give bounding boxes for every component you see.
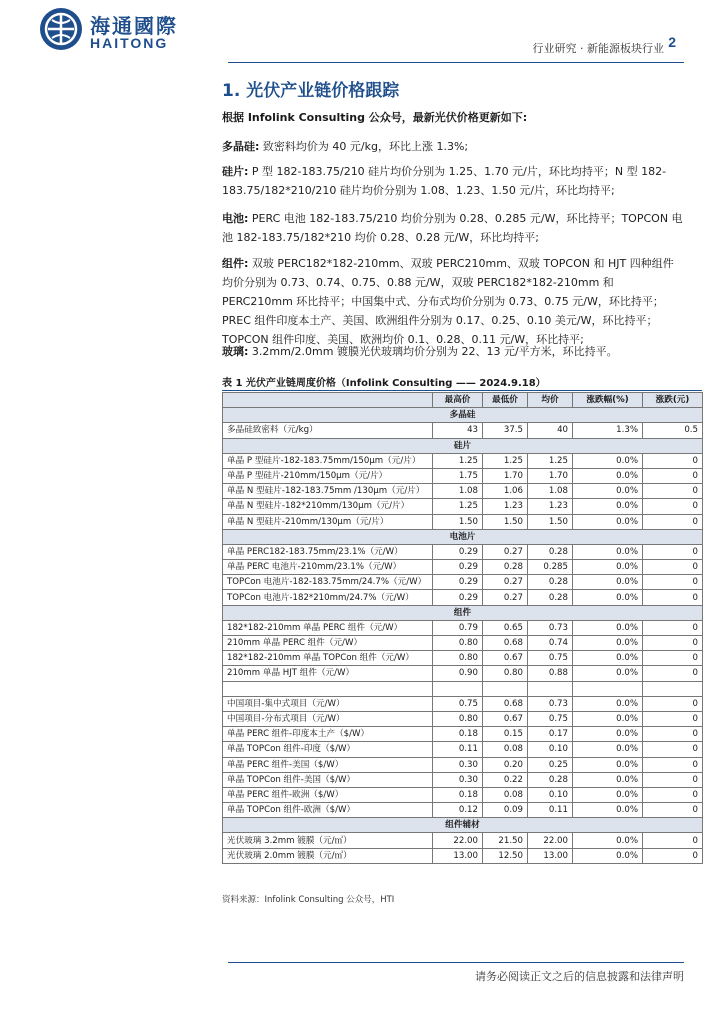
row-name-cell: 光伏玻璃 2.0mm 镀膜（元/㎡） [223,848,433,863]
row-change-cell: 0 [643,803,703,818]
table-row [223,499,703,514]
row-name-cell: 单晶 PERC 组件-欧洲（$/W） [223,787,433,802]
row-change-cell: 0 [643,560,703,575]
row-name-cell: 单晶 N 型硅片-210mm/130μm（元/片） [223,514,433,529]
table-row [223,727,703,742]
table-row [223,484,703,499]
row-low-cell: 1.25 [483,453,528,468]
row-name-cell: 单晶 PERC 电池片-210mm/23.1%（元/W） [223,560,433,575]
row-high-cell: 0.80 [433,711,483,726]
row-change-pct-cell: 0.0% [573,666,643,681]
row-avg-cell: 1.23 [528,499,573,514]
row-avg-cell: 0.28 [528,575,573,590]
row-name-cell: 182*182-210mm 单晶 TOPCon 组件（元/W） [223,651,433,666]
row-high-cell: 1.08 [433,484,483,499]
module-paragraph [222,254,684,349]
row-low-cell: 0.27 [483,544,528,559]
blank-cell [483,681,528,696]
row-avg-cell: 0.75 [528,651,573,666]
row-high-cell: 0.11 [433,742,483,757]
row-change-cell: 0 [643,575,703,590]
wafer-paragraph [222,162,684,200]
page-number: 2 [668,34,676,50]
row-change-cell: 0 [643,833,703,848]
row-low-cell: 1.70 [483,468,528,483]
row-change-cell: 0 [643,636,703,651]
table-body [223,408,703,864]
blank-cell [433,681,483,696]
row-change-pct-cell: 0.0% [573,696,643,711]
row-avg-cell: 0.74 [528,636,573,651]
row-change-pct-cell: 0.0% [573,499,643,514]
row-change-pct-cell: 0.0% [573,544,643,559]
row-low-cell: 0.67 [483,651,528,666]
row-change-pct-cell: 0.0% [573,848,643,863]
row-high-cell: 0.30 [433,757,483,772]
table-row [223,620,703,635]
row-low-cell: 0.27 [483,575,528,590]
row-avg-cell: 0.11 [528,803,573,818]
header-cell-low: 最低价 [483,393,528,408]
header-cell-name [223,393,433,408]
row-change-cell: 0 [643,499,703,514]
blank-cell [573,681,643,696]
table-row [223,696,703,711]
cell-paragraph [222,209,684,247]
row-low-cell: 0.68 [483,636,528,651]
row-avg-cell: 0.285 [528,560,573,575]
row-high-cell: 0.29 [433,560,483,575]
price-table [222,392,703,864]
table-row [223,742,703,757]
row-change-cell: 0 [643,711,703,726]
row-low-cell: 1.23 [483,499,528,514]
section-title: 1. 光伏产业链价格跟踪 [222,81,400,101]
row-change-cell: 0 [643,620,703,635]
table-caption: 表 1 光伏产业链周度价格（Infolink Consulting —— 2024.9.18） [222,378,546,389]
table-row [223,651,703,666]
row-change-cell: 0 [643,727,703,742]
row-change-cell: 0 [643,772,703,787]
table-row [223,787,703,802]
logo-english-name: HAITONG [90,35,169,51]
row-change-pct-cell: 0.0% [573,727,643,742]
header-cell-high: 最高价 [433,393,483,408]
row-change-cell: 0 [643,468,703,483]
row-change-pct-cell: 0.0% [573,484,643,499]
row-name-cell: 单晶 TOPCon 组件-美国（$/W） [223,772,433,787]
row-avg-cell: 0.10 [528,787,573,802]
row-high-cell: 0.75 [433,696,483,711]
blank-row [223,681,703,696]
row-low-cell: 0.20 [483,757,528,772]
footer-disclaimer: 请务必阅读正文之后的信息披露和法律声明 [475,970,684,983]
caption-divider [222,390,702,391]
row-high-cell: 1.50 [433,514,483,529]
group-row-wafer [223,438,703,453]
row-name-cell: 多晶硅致密料（元/kg） [223,423,433,438]
header-cell-change: 涨跌(元) [643,393,703,408]
row-avg-cell: 0.73 [528,620,573,635]
row-change-cell: 0 [643,757,703,772]
row-name-cell: 单晶 TOPCon 组件-欧洲（$/W） [223,803,433,818]
table-row [223,453,703,468]
row-name-cell: TOPCon 电池片-182-183.75mm/24.7%（元/W） [223,575,433,590]
row-change-pct-cell: 0.0% [573,590,643,605]
glass-paragraph [222,342,684,361]
table-row [223,423,703,438]
row-change-cell: 0 [643,544,703,559]
row-avg-cell: 0.28 [528,772,573,787]
row-change-pct-cell: 0.0% [573,560,643,575]
row-avg-cell: 0.75 [528,711,573,726]
row-low-cell: 0.67 [483,711,528,726]
row-avg-cell: 0.28 [528,544,573,559]
row-low-cell: 0.08 [483,787,528,802]
blank-cell [643,681,703,696]
row-name-cell: 中国项目-集中式项目（元/W） [223,696,433,711]
table-header-row [223,393,703,408]
header-cell-change-pct: 涨跌幅(%) [573,393,643,408]
table-row [223,544,703,559]
row-avg-cell: 13.00 [528,848,573,863]
row-low-cell: 0.65 [483,620,528,635]
row-change-pct-cell: 0.0% [573,833,643,848]
row-change-pct-cell: 1.3% [573,423,643,438]
row-change-cell: 0 [643,651,703,666]
row-low-cell: 0.80 [483,666,528,681]
table-row [223,772,703,787]
row-low-cell: 1.50 [483,514,528,529]
row-change-pct-cell: 0.0% [573,636,643,651]
wafer-label: 硅片: [222,165,249,178]
row-high-cell: 1.25 [433,453,483,468]
row-name-cell: 单晶 TOPCon 组件-印度（$/W） [223,742,433,757]
haitong-logo [40,8,210,52]
report-category: 行业研究 · 新能源板块行业 [532,42,664,55]
row-name-cell: 182*182-210mm 单晶 PERC 组件（元/W） [223,620,433,635]
row-high-cell: 0.79 [433,620,483,635]
cell-label: 电池: [222,212,249,225]
row-change-cell: 0 [643,484,703,499]
row-low-cell: 21.50 [483,833,528,848]
polysilicon-label: 多晶硅: [222,140,260,153]
row-low-cell: 12.50 [483,848,528,863]
polysilicon-text: 致密料均价为 40 元/kg，环比上涨 1.3%; [259,140,469,153]
row-change-pct-cell: 0.0% [573,468,643,483]
row-high-cell: 0.29 [433,590,483,605]
row-change-pct-cell: 0.0% [573,711,643,726]
row-name-cell: 单晶 P 型硅片-210mm/150μm（元/片） [223,468,433,483]
blank-cell [223,681,433,696]
table-row [223,575,703,590]
row-name-cell: 单晶 PERC182-183.75mm/23.1%（元/W） [223,544,433,559]
row-high-cell: 22.00 [433,833,483,848]
row-high-cell: 0.29 [433,575,483,590]
row-change-cell: 0 [643,742,703,757]
row-change-pct-cell: 0.0% [573,742,643,757]
row-low-cell: 0.28 [483,560,528,575]
header-divider [228,62,684,63]
table-row [223,666,703,681]
row-change-pct-cell: 0.0% [573,453,643,468]
row-change-cell: 0.5 [643,423,703,438]
table-row [223,711,703,726]
glass-label: 玻璃: [222,345,249,358]
intro-paragraph [222,108,684,127]
source-note: 资料来源：Infolink Consulting 公众号，HTI [222,895,395,905]
row-name-cell: 单晶 PERC 组件-印度本土产（$/W） [223,727,433,742]
row-avg-cell: 0.25 [528,757,573,772]
module-text: 双玻 PERC182*182-210mm、双玻 PERC210mm、双玻 TOPCON 和 HJT 四种组件均价分别为 0.73、0.74、0.75、0.88 元/W，双玻 PERC182*182-210mm 和 PERC210mm 环比持平；中国集中式、分布式均价分别为 0.73、0.75 元/W，环比持平；PREC 组件印度本土产、美国、欧洲组件分别为 0.17、0.25、0.10 美元/W，环比持平；TOPCON 组件印度、美国、欧洲均价 0.1、0.28、0.11 元/W，环比持平; [222,257,674,346]
row-change-pct-cell: 0.0% [573,514,643,529]
row-avg-cell: 1.70 [528,468,573,483]
row-high-cell: 0.18 [433,727,483,742]
row-high-cell: 0.80 [433,651,483,666]
group-label: 组件辅材 [223,818,703,833]
row-change-cell: 0 [643,453,703,468]
logo-chinese-name: 海通國際 [90,14,178,38]
row-avg-cell: 0.73 [528,696,573,711]
row-avg-cell: 40 [528,423,573,438]
table-row [223,636,703,651]
row-name-cell: 中国项目-分布式项目（元/W） [223,711,433,726]
row-change-pct-cell: 0.0% [573,651,643,666]
row-avg-cell: 1.50 [528,514,573,529]
polysilicon-paragraph [222,137,684,156]
row-avg-cell: 0.28 [528,590,573,605]
row-high-cell: 0.12 [433,803,483,818]
blank-cell [528,681,573,696]
group-label: 电池片 [223,529,703,544]
row-avg-cell: 0.88 [528,666,573,681]
row-avg-cell: 1.08 [528,484,573,499]
table-row [223,590,703,605]
table-row [223,833,703,848]
row-high-cell: 0.30 [433,772,483,787]
group-label: 硅片 [223,438,703,453]
table-row [223,514,703,529]
row-avg-cell: 22.00 [528,833,573,848]
group-row-module [223,605,703,620]
row-change-cell: 0 [643,787,703,802]
row-name-cell: 单晶 PERC 组件-美国（$/W） [223,757,433,772]
wafer-text: P 型 182-183.75/210 硅片均价分别为 1.25、1.70 元/片，环比均持平；N 型 182-183.75/182*210/210 硅片均价分别为 1.08、1.23、1.50 元/片，环比均持平; [222,165,667,197]
glass-text: 3.2mm/2.0mm 镀膜光伏玻璃均价分别为 22、13 元/平方米，环比持平。 [248,345,618,358]
row-low-cell: 0.08 [483,742,528,757]
group-row-poly [223,408,703,423]
row-high-cell: 43 [433,423,483,438]
row-name-cell: 单晶 N 型硅片-182*210mm/130μm（元/片） [223,499,433,514]
row-change-cell: 0 [643,590,703,605]
row-avg-cell: 0.10 [528,742,573,757]
row-name-cell: 单晶 P 型硅片-182-183.75mm/150μm（元/片） [223,453,433,468]
row-high-cell: 0.80 [433,636,483,651]
row-name-cell: 光伏玻璃 3.2mm 镀膜（元/㎡） [223,833,433,848]
logo-emblem-icon [40,8,82,50]
row-low-cell: 1.06 [483,484,528,499]
row-low-cell: 0.68 [483,696,528,711]
row-change-pct-cell: 0.0% [573,620,643,635]
header-cell-avg: 均价 [528,393,573,408]
row-high-cell: 1.25 [433,499,483,514]
row-change-pct-cell: 0.0% [573,575,643,590]
row-avg-cell: 1.25 [528,453,573,468]
row-change-pct-cell: 0.0% [573,803,643,818]
row-change-pct-cell: 0.0% [573,772,643,787]
row-change-cell: 0 [643,514,703,529]
page-header [0,0,724,64]
table-row [223,803,703,818]
row-name-cell: 210mm 单晶 PERC 组件（元/W） [223,636,433,651]
row-high-cell: 0.90 [433,666,483,681]
row-low-cell: 0.15 [483,727,528,742]
row-change-pct-cell: 0.0% [573,787,643,802]
row-change-cell: 0 [643,696,703,711]
row-low-cell: 0.09 [483,803,528,818]
table-row [223,848,703,863]
row-high-cell: 13.00 [433,848,483,863]
cell-text: PERC 电池 182-183.75/210 均价分别为 0.28、0.285 元/W，环比持平；TOPCON 电池 182-183.75/182*210 均价 0.28、0.28 元/W，环比均持平; [222,212,683,244]
group-row-aux [223,818,703,833]
footer-divider [228,962,684,963]
row-low-cell: 0.22 [483,772,528,787]
row-avg-cell: 0.17 [528,727,573,742]
row-low-cell: 37.5 [483,423,528,438]
group-label: 组件 [223,605,703,620]
row-low-cell: 0.27 [483,590,528,605]
table-row [223,560,703,575]
row-change-cell: 0 [643,848,703,863]
row-name-cell: TOPCon 电池片-182*210mm/24.7%（元/W） [223,590,433,605]
table-row [223,468,703,483]
row-high-cell: 0.18 [433,787,483,802]
row-high-cell: 1.75 [433,468,483,483]
row-name-cell: 单晶 N 型硅片-182-183.75mm /130μm（元/片） [223,484,433,499]
row-change-pct-cell: 0.0% [573,757,643,772]
row-high-cell: 0.29 [433,544,483,559]
module-label: 组件: [222,257,249,270]
row-change-cell: 0 [643,666,703,681]
group-row-cell [223,529,703,544]
row-name-cell: 210mm 单晶 HJT 组件（元/W） [223,666,433,681]
group-label: 多晶硅 [223,408,703,423]
table-row [223,757,703,772]
intro-text: 根据 Infolink Consulting 公众号，最新光伏价格更新如下: [222,111,528,124]
